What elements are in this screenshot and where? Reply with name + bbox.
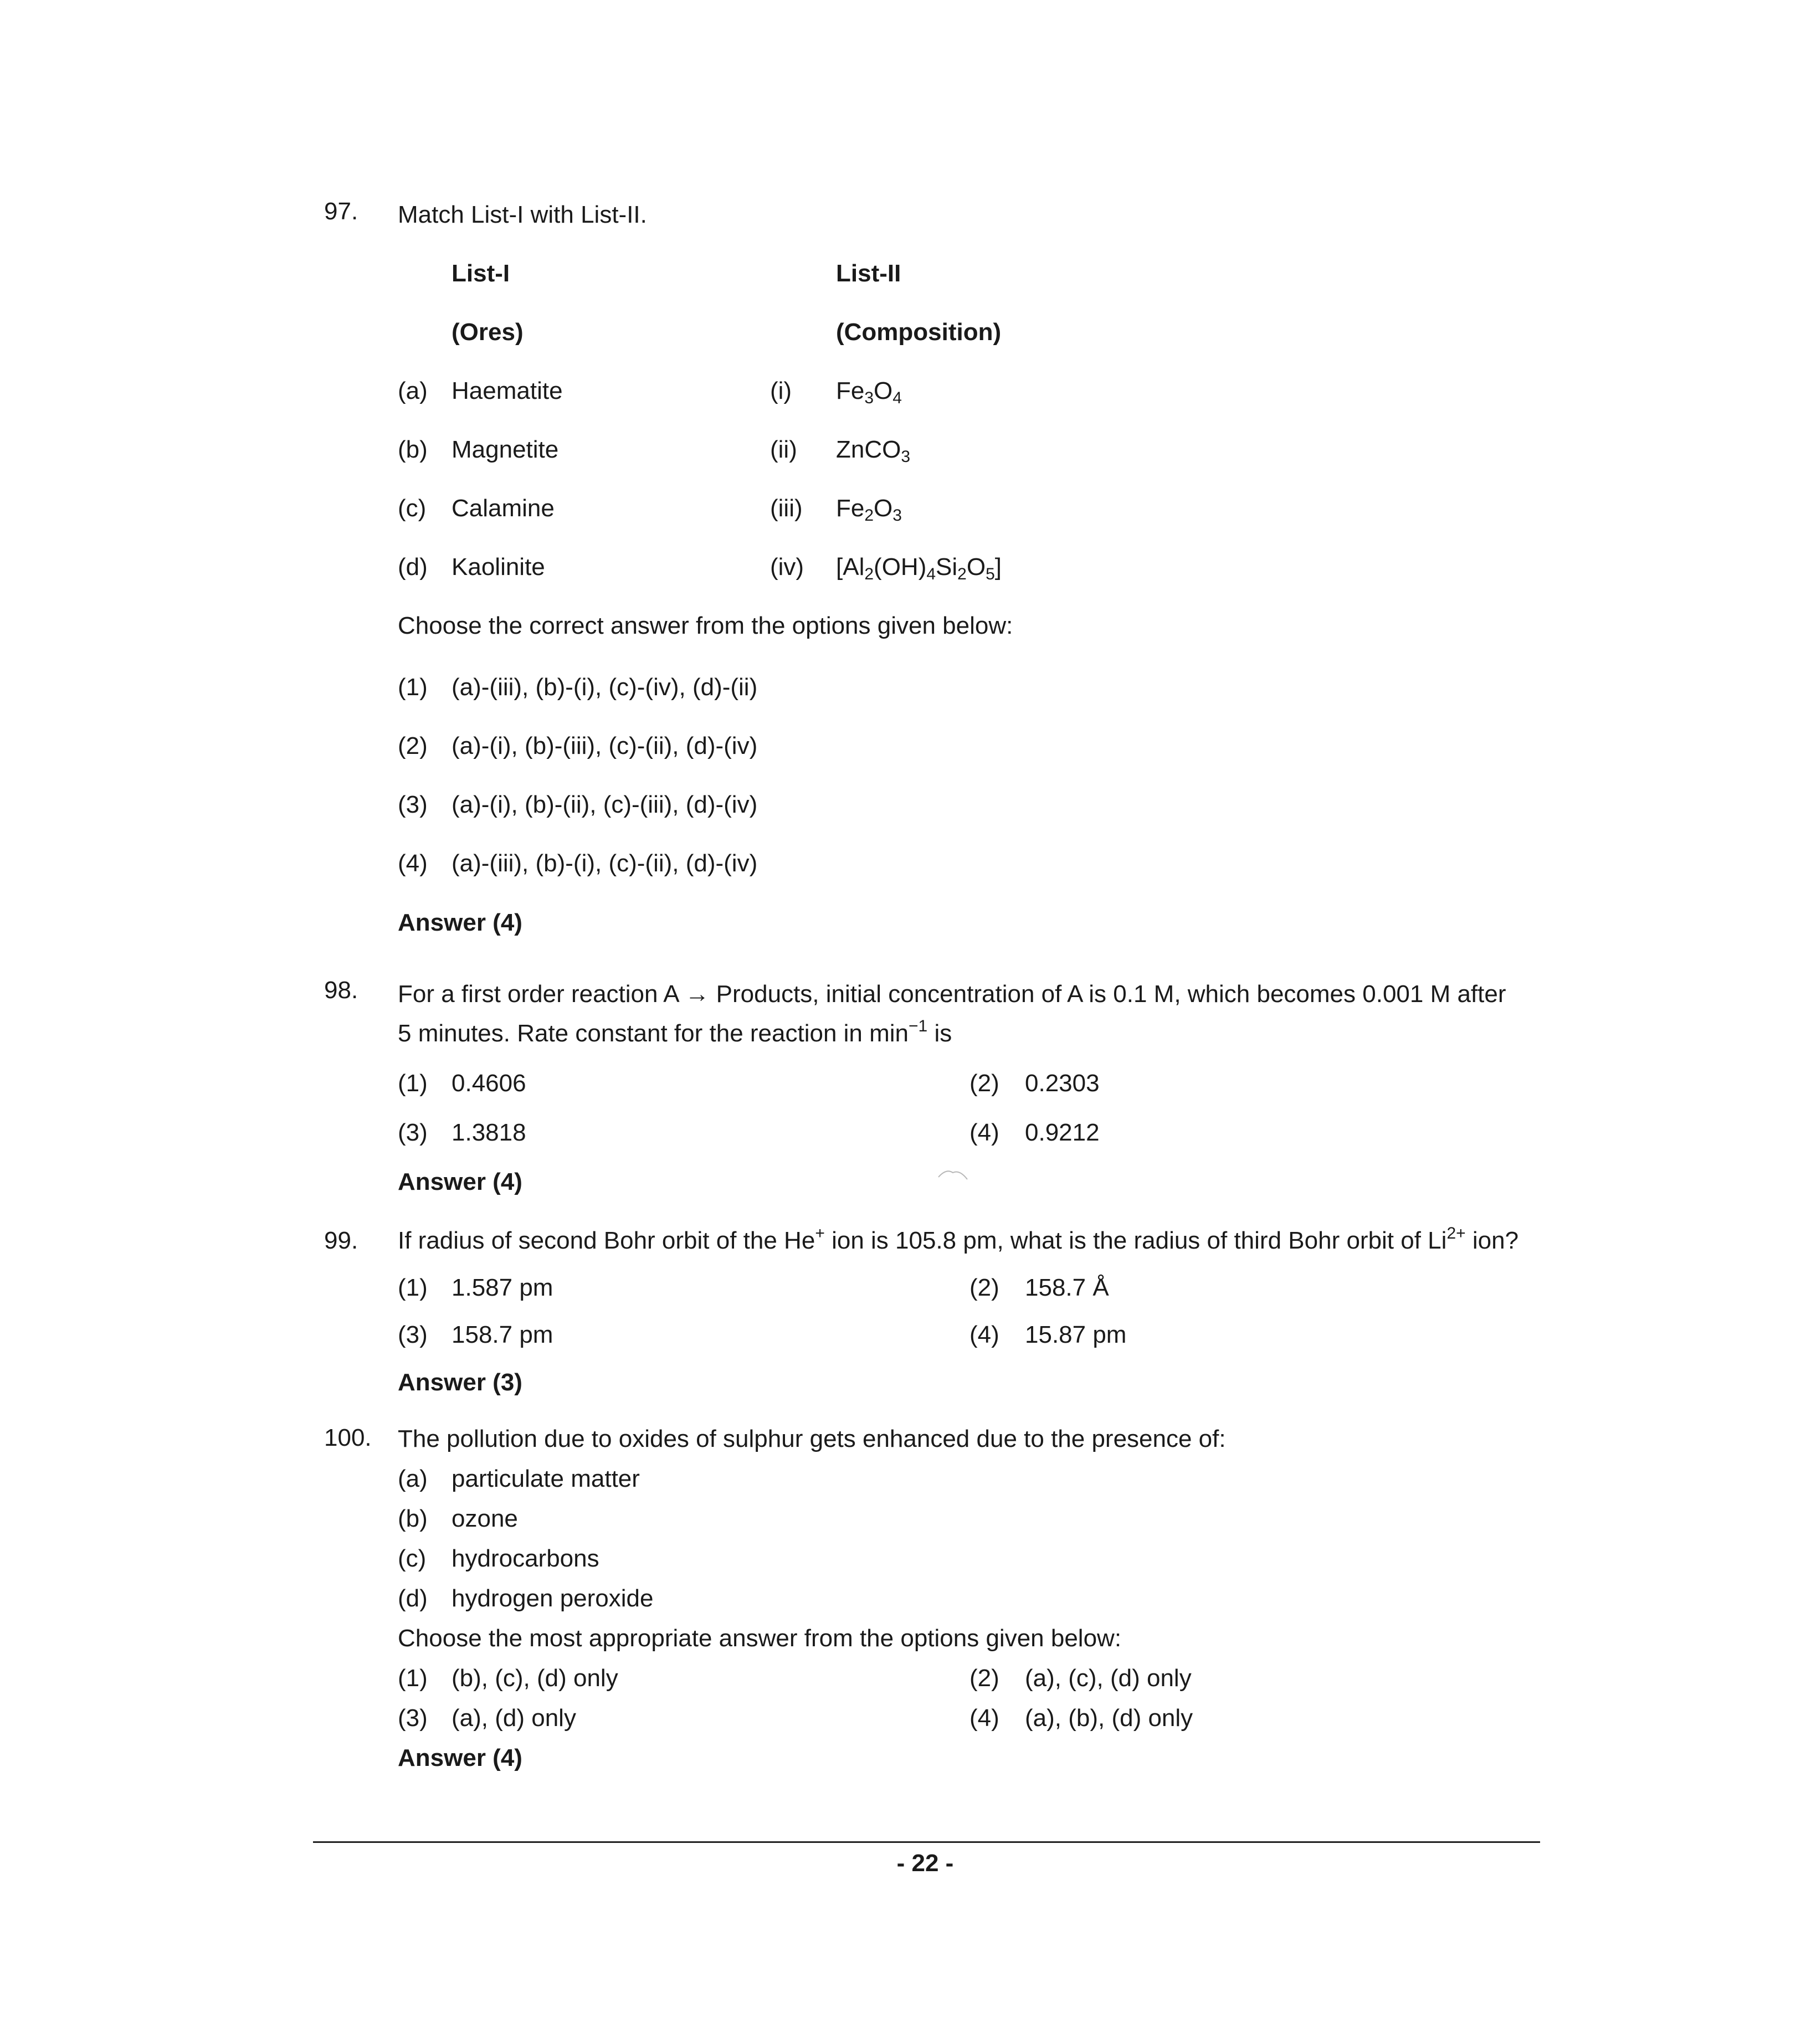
row-roman: (iv)	[770, 553, 804, 581]
option-number: (3)	[398, 1704, 428, 1732]
option-text: (a)-(iii), (b)-(i), (c)-(ii), (d)-(iv)	[452, 850, 758, 877]
item-text: hydrogen peroxide	[452, 1585, 654, 1612]
composition-formula: $Fe_2O_3$	[836, 495, 902, 525]
option-text: (a)-(iii), (b)-(i), (c)-(iv), (d)-(ii)	[452, 674, 758, 701]
answer-label: Answer (4)	[398, 909, 522, 936]
option-number: (1)	[398, 1070, 428, 1097]
choose-instruction: Choose the most appropriate answer from the options given below:	[398, 1625, 1122, 1652]
item-label: (a)	[398, 1465, 428, 1492]
ore-name: Magnetite	[452, 436, 559, 463]
option-number: (4)	[969, 1119, 999, 1146]
ore-name: Calamine	[452, 495, 555, 522]
option-number: (3)	[398, 1321, 428, 1348]
option-text: (a)-(i), (b)-(ii), (c)-(iii), (d)-(iv)	[452, 791, 758, 818]
option-text: 158.7 Å	[1025, 1274, 1109, 1301]
question-number: 99.	[324, 1227, 358, 1254]
question-stem: For a first order reaction A → Products, initial concentration of A is 0.1 M, which becomes 0.001 M after	[398, 980, 1506, 1008]
row-roman: (ii)	[770, 436, 797, 463]
item-label: (b)	[398, 1505, 428, 1532]
page-number: - 22 -	[896, 1850, 954, 1877]
item-text: ozone	[452, 1505, 518, 1532]
answer-label: Answer (4)	[398, 1168, 522, 1195]
row-label: (d)	[398, 553, 428, 581]
option-text: (a), (d) only	[452, 1704, 576, 1732]
composition-formula: $[Al_2(OH)_4Si_2O_5]$	[836, 553, 1002, 583]
option-number: (2)	[398, 732, 428, 759]
option-text: (b), (c), (d) only	[452, 1665, 618, 1692]
option-text: 15.87 pm	[1025, 1321, 1127, 1348]
option-text: 0.9212	[1025, 1119, 1100, 1146]
option-number: (4)	[969, 1321, 999, 1348]
option-number: (2)	[969, 1070, 999, 1097]
choose-instruction: Choose the correct answer from the options given below:	[398, 612, 1013, 639]
question-stem: Match List-I with List-II.	[398, 201, 647, 228]
option-number: (2)	[969, 1665, 999, 1692]
question-stem-continued: 5 minutes. Rate constant for the reaction in $\min^{-1}$ is	[398, 1017, 952, 1047]
row-label: (b)	[398, 436, 428, 463]
option-number: (1)	[398, 1274, 428, 1301]
question-number: 98.	[324, 977, 358, 1004]
option-number: (4)	[398, 850, 428, 877]
option-number: (2)	[969, 1274, 999, 1301]
ore-name: Kaolinite	[452, 553, 545, 581]
option-text: 1.3818	[452, 1119, 526, 1146]
row-roman: (i)	[770, 377, 792, 404]
option-text: 1.587 pm	[452, 1274, 553, 1301]
option-number: (4)	[969, 1704, 999, 1732]
list1-subheading: (Ores)	[452, 319, 524, 346]
item-text: particulate matter	[452, 1465, 640, 1492]
option-text: 0.4606	[452, 1070, 526, 1097]
item-label: (d)	[398, 1585, 428, 1612]
item-label: (c)	[398, 1545, 427, 1572]
row-label: (a)	[398, 377, 428, 404]
option-number: (3)	[398, 791, 428, 818]
answer-label: Answer (4)	[398, 1744, 522, 1771]
question-stem: If radius of second Bohr orbit of the He+ ion is 105.8 pm, what is the radius of third Bohr orbit of $Li^{2+}$ ion?	[398, 1224, 1519, 1254]
option-number: (1)	[398, 1665, 428, 1692]
ore-name: Haematite	[452, 377, 563, 404]
footer-divider	[313, 1841, 1540, 1843]
question-stem: The pollution due to oxides of sulphur gets enhanced due to the presence of:	[398, 1425, 1226, 1452]
question-number: 100.	[324, 1424, 372, 1451]
option-number: (1)	[398, 674, 428, 701]
composition-formula: ZnCO$_3$	[836, 436, 911, 466]
list1-heading: List-I	[452, 260, 510, 287]
composition-formula: $Fe_3O_4$	[836, 377, 902, 407]
question-number: 97.	[324, 198, 358, 225]
item-text: hydrocarbons	[452, 1545, 599, 1572]
option-text: 158.7 pm	[452, 1321, 553, 1348]
scan-smudge	[936, 1166, 969, 1183]
option-text: (a), (c), (d) only	[1025, 1665, 1192, 1692]
option-text: 0.2303	[1025, 1070, 1100, 1097]
row-label: (c)	[398, 495, 427, 522]
row-roman: (iii)	[770, 495, 803, 522]
list2-subheading: (Composition)	[836, 319, 1002, 346]
option-number: (3)	[398, 1119, 428, 1146]
option-text: (a), (b), (d) only	[1025, 1704, 1193, 1732]
list2-heading: List-II	[836, 260, 901, 287]
answer-label: Answer (3)	[398, 1369, 522, 1396]
option-text: (a)-(i), (b)-(iii), (c)-(ii), (d)-(iv)	[452, 732, 758, 759]
